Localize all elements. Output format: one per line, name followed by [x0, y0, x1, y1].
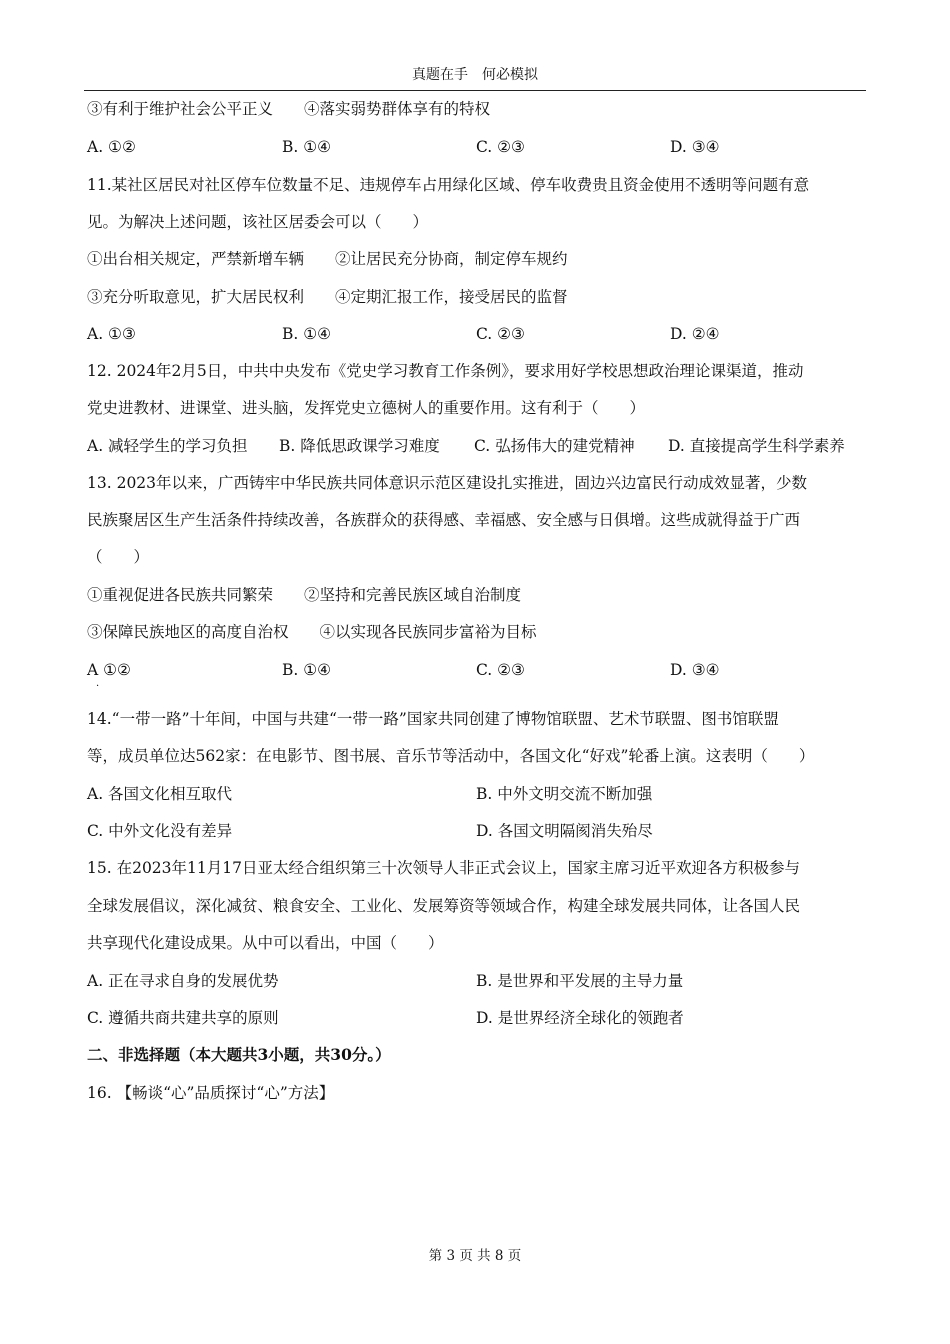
page-footer: 第 3 页 共 8 页 — [428, 1248, 522, 1264]
q11-choice-d: D. ②④ — [670, 325, 720, 343]
q13-stem-line-3: （ ） — [87, 548, 150, 566]
q12-choice-d: D. 直接提高学生科学素养 — [668, 437, 845, 455]
q11-choice-c: C. ②③ — [476, 325, 525, 343]
q11-choice-b: B. ①④ — [282, 325, 332, 343]
q14-stem-line-2: 等，成员单位达562家：在电影节、图书展、音乐节等活动中，各国文化“好戏”轮番上演。这表明（ ） — [87, 747, 815, 765]
q14-choice-d: D. 各国文明隔阂消失殆尽 — [476, 822, 653, 840]
q13-options-line-1: ①重视促进各民族共同繁荣 ②坚持和完善民族区域自治制度 — [87, 586, 522, 604]
q15-choice-d: D. 是世界经济全球化的领跑者 — [476, 1009, 684, 1027]
q10-options-line: ③有利于维护社会公平正义 ④落实弱势群体享有的特权 — [87, 100, 491, 118]
q10-choice-b: B. ①④ — [282, 138, 332, 156]
q14-choice-a: A. 各国文化相互取代 — [87, 785, 233, 803]
page-header: 真题在手 何必模拟 — [84, 64, 866, 91]
q11-choice-a: A. ①③ — [87, 325, 136, 343]
section-2-title: 二、非选择题（本大题共3小题，共30分。） — [87, 1045, 391, 1064]
q10-choice-c: C. ②③ — [476, 138, 525, 156]
q12-choice-a: A. 减轻学生的学习负担 — [87, 437, 248, 455]
q13-choice-c: C. ②③ — [476, 661, 525, 679]
q15-stem-line-3: 共享现代化建设成果。从中可以看出，中国（ ） — [87, 934, 444, 952]
q15-stem-line-1: 15. 在2023年11月17日亚太经合组织第三十次领导人非正式会议上，国家主席习近平欢迎各方积极参与 — [87, 859, 800, 877]
q13-choice-a: A ①② — [87, 661, 131, 679]
q16-title: 16. 【畅谈“心”品质探讨“心”方法】 — [87, 1084, 335, 1102]
q13-choice-d: D. ③④ — [670, 661, 720, 679]
q14-choice-b: B. 中外文明交流不断加强 — [476, 785, 653, 803]
q13-stem-line-2: 民族聚居区生产生活条件持续改善，各族群众的获得感、幸福感、安全感与日俱增。这些成就得益于广西 — [87, 511, 801, 529]
q12-stem-line-1: 12. 2024年2月5日，中共中央发布《党史学习教育工作条例》，要求用好学校思想政治理论课渠道，推动 — [87, 362, 804, 380]
q15-choice-c: C. 遵循共商共建共享的原则 — [87, 1009, 279, 1027]
q13-choice-b: B. ①④ — [282, 661, 332, 679]
q15-choice-a: A. 正在寻求自身的发展优势 — [87, 972, 279, 990]
q10-choice-a: A. ①② — [87, 138, 136, 156]
q14-choice-c: C. 中外文化没有差异 — [87, 822, 233, 840]
stray-dot-mark: · — [96, 681, 100, 692]
q11-options-line-2: ③充分听取意见，扩大居民权利 ④定期汇报工作，接受居民的监督 — [87, 288, 568, 306]
q12-choice-c: C. 弘扬伟大的建党精神 — [474, 437, 635, 455]
q11-stem-line-2: 见。为解决上述问题，该社区居委会可以（ ） — [87, 213, 429, 231]
q13-options-line-2: ③保障民族地区的高度自治权 ④以实现各民族同步富裕为目标 — [87, 623, 537, 641]
q11-options-line-1: ①出台相关规定，严禁新增车辆 ②让居民充分协商，制定停车规约 — [87, 250, 568, 268]
q12-stem-line-2: 党史进教材、进课堂、进头脑，发挥党史立德树人的重要作用。这有利于（ ） — [87, 399, 646, 417]
q15-choice-b: B. 是世界和平发展的主导力量 — [476, 972, 684, 990]
q15-stem-line-2: 全球发展倡议，深化减贫、粮食安全、工业化、发展筹资等领域合作，构建全球发展共同体，让各国人民 — [87, 897, 801, 915]
q14-stem-line-1: 14.“一带一路”十年间，中国与共建“一带一路”国家共同创建了博物馆联盟、艺术节联盟、图书馆联盟 — [87, 710, 779, 728]
q13-stem-line-1: 13. 2023年以来，广西铸牢中华民族共同体意识示范区建设扎实推进，固边兴边富民行动成效显著，少数 — [87, 474, 808, 492]
q10-choice-d: D. ③④ — [670, 138, 720, 156]
q11-stem-line-1: 11.某社区居民对社区停车位数量不足、违规停车占用绿化区域、停车收费贵且资金使用不透明等问题有意 — [87, 176, 810, 194]
q12-choice-b: B. 降低思政课学习难度 — [279, 437, 440, 455]
